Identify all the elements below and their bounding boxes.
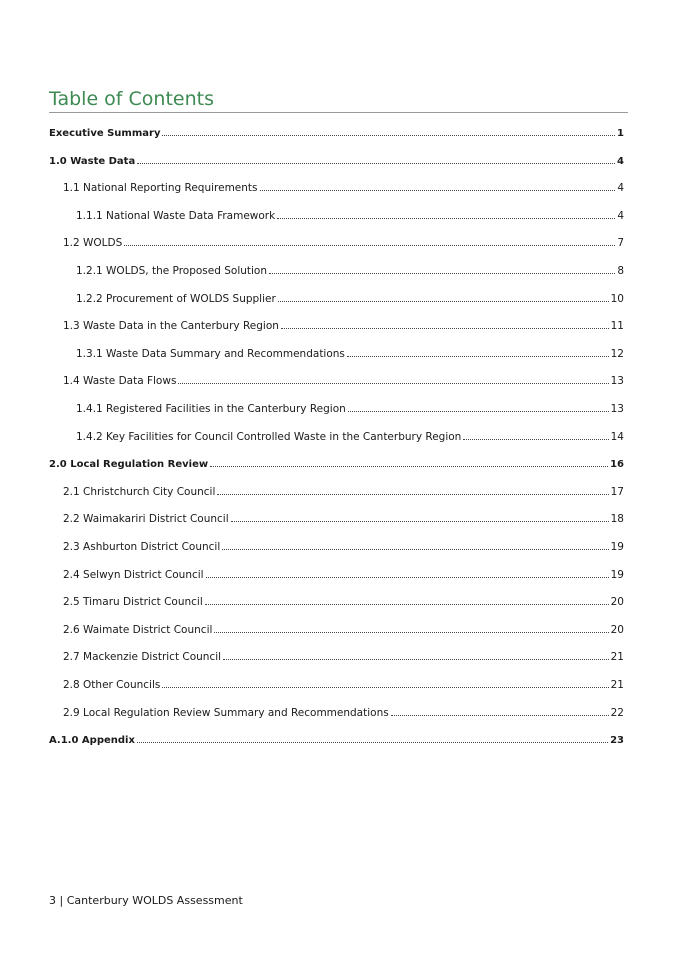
toc-entry[interactable]: [63, 596, 624, 609]
toc-entry-page-number: 8: [617, 265, 624, 277]
toc-dot-leader: [348, 411, 609, 412]
toc-dot-leader: [347, 356, 609, 357]
toc-dot-leader: [278, 301, 609, 302]
toc-entry[interactable]: [63, 651, 624, 664]
toc-entry-page-number: 17: [610, 485, 624, 498]
footer-document-title: Canterbury WOLDS Assessment: [66, 894, 243, 907]
toc-entry[interactable]: [63, 707, 624, 720]
toc-entry-page-number: 21: [610, 679, 624, 691]
toc-entry-label: 1.0 Waste Data: [49, 155, 136, 167]
toc-entry-label: 1.3 Waste Data in the Canterbury Region: [63, 320, 279, 333]
toc-entry-page-number: 21: [610, 651, 624, 664]
toc-entry-page-number: 22: [610, 706, 624, 719]
toc-entry[interactable]: [63, 182, 624, 195]
toc-entry-page-number: 12: [610, 347, 624, 360]
toc-entry-page-number: 11: [610, 320, 624, 333]
toc-entry-page-number: 14: [610, 430, 624, 443]
toc-entry-label: 1.4.2 Key Facilities for Council Controlled Waste in the Canterbury Region: [76, 430, 462, 443]
toc-entry-label: 2.8 Other Councils: [63, 679, 161, 691]
toc-entry-label: 2.3 Ashburton District Council: [63, 541, 221, 553]
toc-dot-leader: [206, 577, 609, 578]
toc-dot-leader: [223, 659, 609, 660]
toc-dot-leader: [277, 218, 615, 219]
toc-entry[interactable]: [63, 320, 624, 333]
toc-entry[interactable]: [49, 127, 624, 140]
toc-entry-page-number: 13: [610, 375, 624, 388]
toc-entry[interactable]: [63, 679, 624, 692]
toc-entry-label: 1.2.2 Procurement of WOLDS Supplier: [76, 292, 276, 305]
toc-entry[interactable]: [63, 237, 624, 250]
page-footer: [49, 894, 243, 907]
toc-entry-label: 1.3.1 Waste Data Summary and Recommendations: [76, 347, 345, 360]
toc-dot-leader: [162, 687, 608, 688]
toc-entry-page-number: 20: [610, 596, 624, 609]
toc-dot-leader: [231, 521, 609, 522]
toc-entry-label: 2.2 Waimakariri District Council: [63, 513, 229, 526]
toc-dot-leader: [463, 439, 608, 440]
toc-entry-label: 2.4 Selwyn District Council: [63, 568, 204, 581]
toc-entry-label: Executive Summary: [49, 128, 161, 139]
toc-entry-page-number: 13: [610, 403, 624, 415]
toc-entry-page-number: 20: [610, 623, 624, 636]
toc-entry-page-number: 7: [617, 237, 624, 250]
toc-entry-page-number: 4: [617, 155, 624, 167]
toc-entry[interactable]: [76, 265, 624, 278]
toc-entry-label: 1.4 Waste Data Flows: [63, 375, 177, 388]
toc-dot-leader: [260, 190, 616, 191]
toc-entry[interactable]: [63, 375, 624, 388]
toc-entry[interactable]: [76, 403, 624, 416]
toc-dot-leader: [281, 328, 609, 329]
toc-entry[interactable]: [76, 431, 624, 444]
toc-entry[interactable]: [49, 734, 624, 747]
toc-entry-label: 2.6 Waimate District Council: [63, 623, 213, 636]
toc-dot-leader: [269, 273, 615, 274]
toc-entry-label: 1.1.1 National Waste Data Framework: [76, 209, 276, 222]
toc-dot-leader: [178, 383, 608, 384]
toc-entry-page-number: 1: [617, 128, 624, 139]
toc-dot-leader: [162, 135, 615, 136]
footer-separator: |: [59, 894, 64, 907]
toc-dot-leader: [137, 163, 615, 164]
toc-entry-label: 2.5 Timaru District Council: [63, 596, 203, 609]
toc-entry-page-number: 18: [610, 513, 624, 526]
toc-entry[interactable]: [63, 624, 624, 637]
toc-entry-label: 2.1 Christchurch City Council: [63, 485, 216, 498]
toc-entry[interactable]: [76, 348, 624, 361]
toc-entry-label: 2.7 Mackenzie District Council: [63, 651, 222, 664]
toc-dot-leader: [205, 604, 609, 605]
heading-rule: [49, 112, 628, 113]
toc-entry-label: 2.0 Local Regulation Review: [49, 459, 209, 471]
toc-entry-label: 1.1 National Reporting Requirements: [63, 182, 258, 195]
toc-dot-leader: [210, 466, 608, 467]
toc-entry[interactable]: [49, 155, 624, 168]
toc-entry[interactable]: [63, 513, 624, 526]
toc-entry-page-number: 19: [610, 568, 624, 581]
toc-dot-leader: [222, 549, 608, 550]
toc-heading: Table of Contents: [49, 88, 214, 110]
toc-entry[interactable]: [63, 569, 624, 582]
toc-dot-leader: [217, 494, 608, 495]
toc-entry-label: A.1.0 Appendix: [49, 735, 135, 747]
toc-entry-label: 2.9 Local Regulation Review Summary and Recommendations: [63, 706, 389, 719]
toc-entry[interactable]: [76, 293, 624, 306]
toc-entry-page-number: 23: [610, 735, 624, 747]
toc-entry-page-number: 10: [610, 292, 624, 305]
footer-page-number: 3: [49, 894, 56, 907]
toc-entry-label: 1.2 WOLDS: [63, 237, 123, 250]
toc-entry[interactable]: [63, 541, 624, 554]
toc-entry-page-number: 19: [610, 541, 624, 553]
toc-entry-page-number: 4: [617, 209, 624, 222]
toc-dot-leader: [137, 742, 608, 743]
toc-dot-leader: [124, 245, 615, 246]
toc-entry[interactable]: [49, 458, 624, 471]
toc-entry-label: 1.2.1 WOLDS, the Proposed Solution: [76, 265, 267, 277]
toc-dot-leader: [391, 715, 609, 716]
toc-dot-leader: [214, 632, 608, 633]
toc-entry-page-number: 16: [610, 459, 624, 471]
toc-entry-page-number: 4: [617, 182, 624, 195]
toc-entry-label: 1.4.1 Registered Facilities in the Canterbury Region: [76, 403, 346, 415]
toc-entry[interactable]: [63, 486, 624, 499]
toc-entry[interactable]: [76, 210, 624, 223]
